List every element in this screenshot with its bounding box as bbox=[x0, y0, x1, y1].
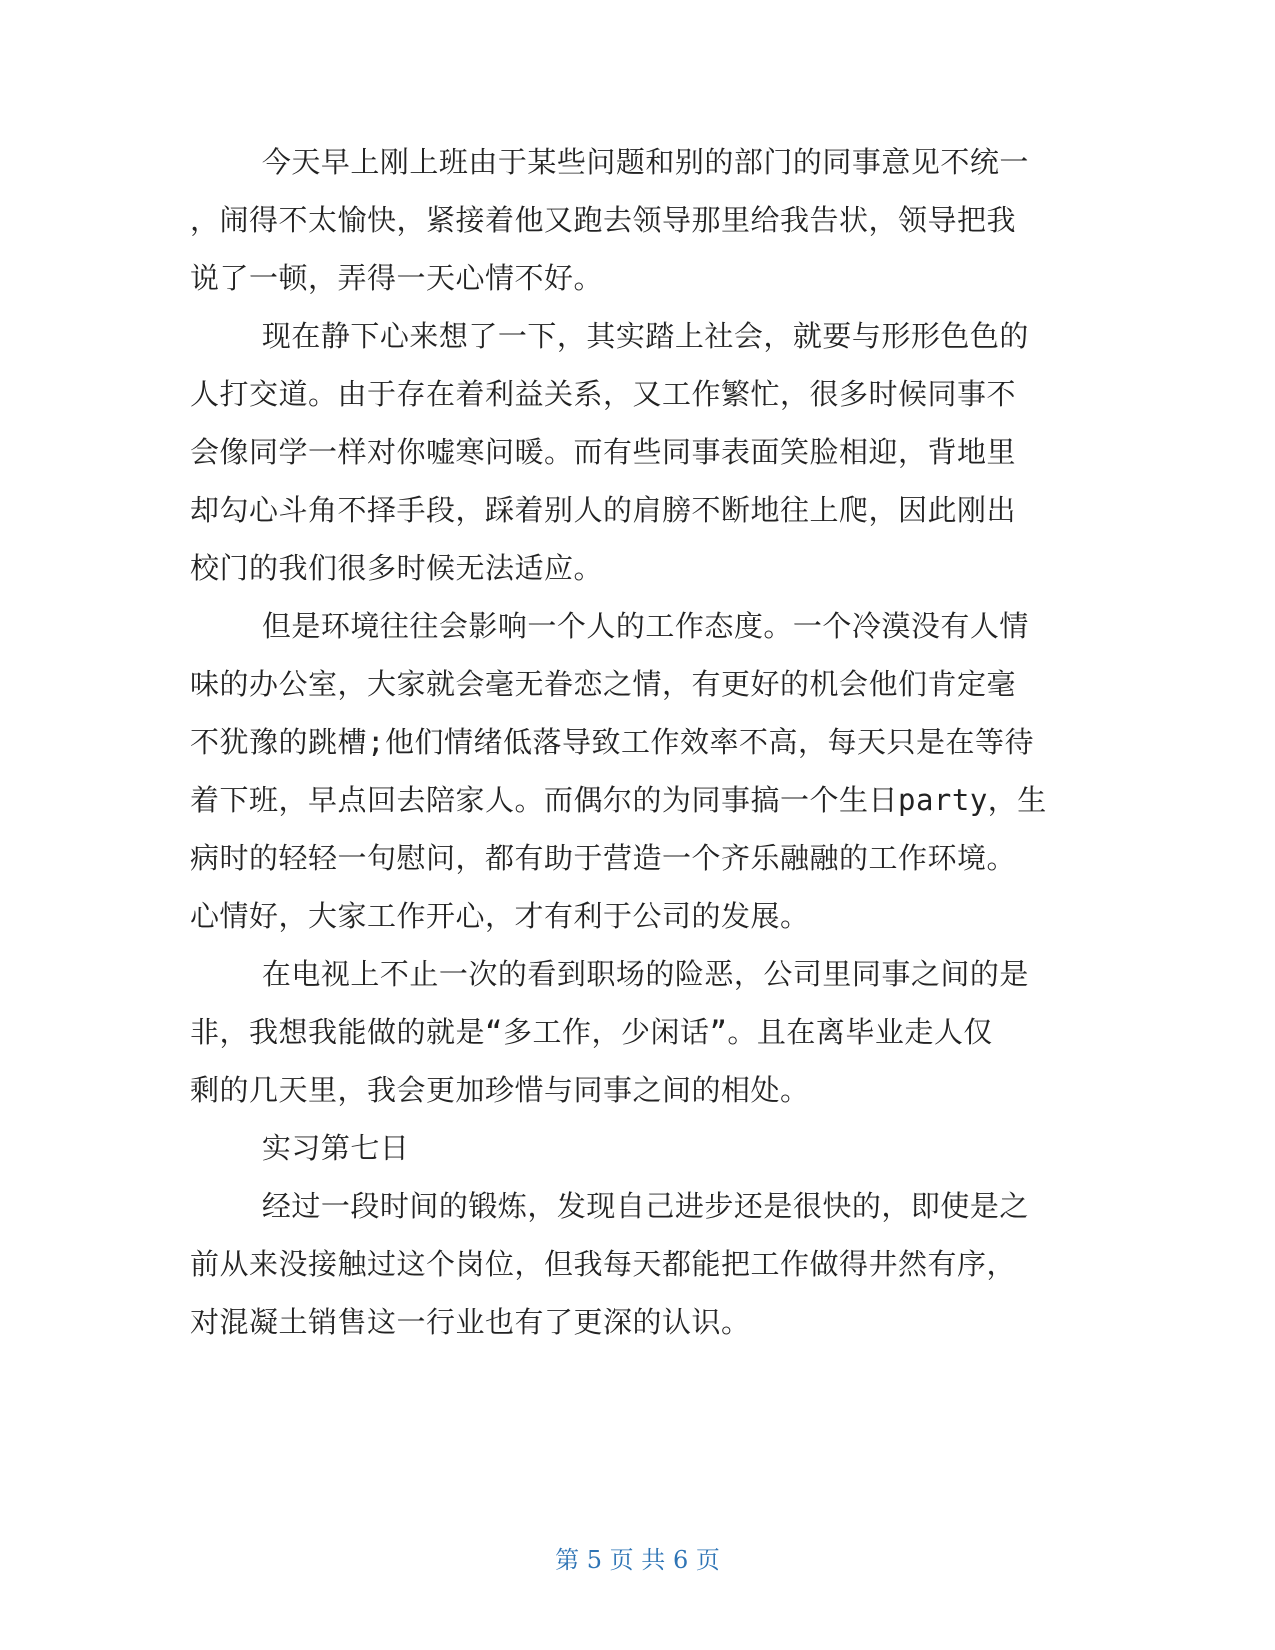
text-line: 校门的我们很多时候无法适应。 bbox=[190, 551, 604, 585]
text-line: 会像同学一样对你嘘寒问暖。而有些同事表面笑脸相迎，背地里 bbox=[190, 435, 1017, 469]
page-footer bbox=[0, 1540, 1275, 1575]
text-line: 在电视上不止一次的看到职场的险恶，公司里同事之间的是 bbox=[190, 957, 1029, 991]
text-line: 却勾心斗角不择手段，踩着别人的肩膀不断地往上爬，因此刚出 bbox=[190, 493, 1017, 527]
text-line: 心情好，大家工作开心，才有利于公司的发展。 bbox=[190, 899, 810, 933]
text-line: 味的办公室，大家就会毫无眷恋之情，有更好的机会他们肯定毫 bbox=[190, 667, 1017, 701]
text-line: ，闹得不太愉快，紧接着他又跑去领导那里给我告状，领导把我 bbox=[190, 203, 1017, 237]
text-line: 着下班，早点回去陪家人。而偶尔的为同事搞一个生日party，生 bbox=[190, 783, 1047, 817]
text-line: 人打交道。由于存在着利益关系，又工作繁忙，很多时候同事不 bbox=[190, 377, 1017, 411]
text-line: 病时的轻轻一句慰问，都有助于营造一个齐乐融融的工作环境。 bbox=[190, 841, 1017, 875]
text-line: 但是环境往往会影响一个人的工作态度。一个冷漠没有人情 bbox=[190, 609, 1029, 643]
text-line: 今天早上刚上班由于某些问题和别的部门的同事意见不统一 bbox=[190, 145, 1029, 179]
text-line: 不犹豫的跳槽;他们情绪低落导致工作效率不高，每天只是在等待 bbox=[190, 725, 1034, 759]
text-line: 现在静下心来想了一下，其实踏上社会，就要与形形色色的 bbox=[190, 319, 1029, 353]
text-line: 非，我想我能做的就是“多工作，少闲话”。且在离毕业走人仅 bbox=[190, 1015, 993, 1049]
text-line: 对混凝土销售这一行业也有了更深的认识。 bbox=[190, 1305, 751, 1339]
text-line: 说了一顿，弄得一天心情不好。 bbox=[190, 261, 604, 295]
text-line: 前从来没接触过这个岗位，但我每天都能把工作做得井然有序， bbox=[190, 1247, 1017, 1281]
section-heading: 实习第七日 bbox=[190, 1131, 410, 1165]
page-number: 第 5 页 共 6 页 bbox=[555, 1546, 720, 1574]
text-line: 剩的几天里，我会更加珍惜与同事之间的相处。 bbox=[190, 1073, 810, 1107]
text-line: 经过一段时间的锻炼，发现自己进步还是很快的，即使是之 bbox=[190, 1189, 1029, 1223]
